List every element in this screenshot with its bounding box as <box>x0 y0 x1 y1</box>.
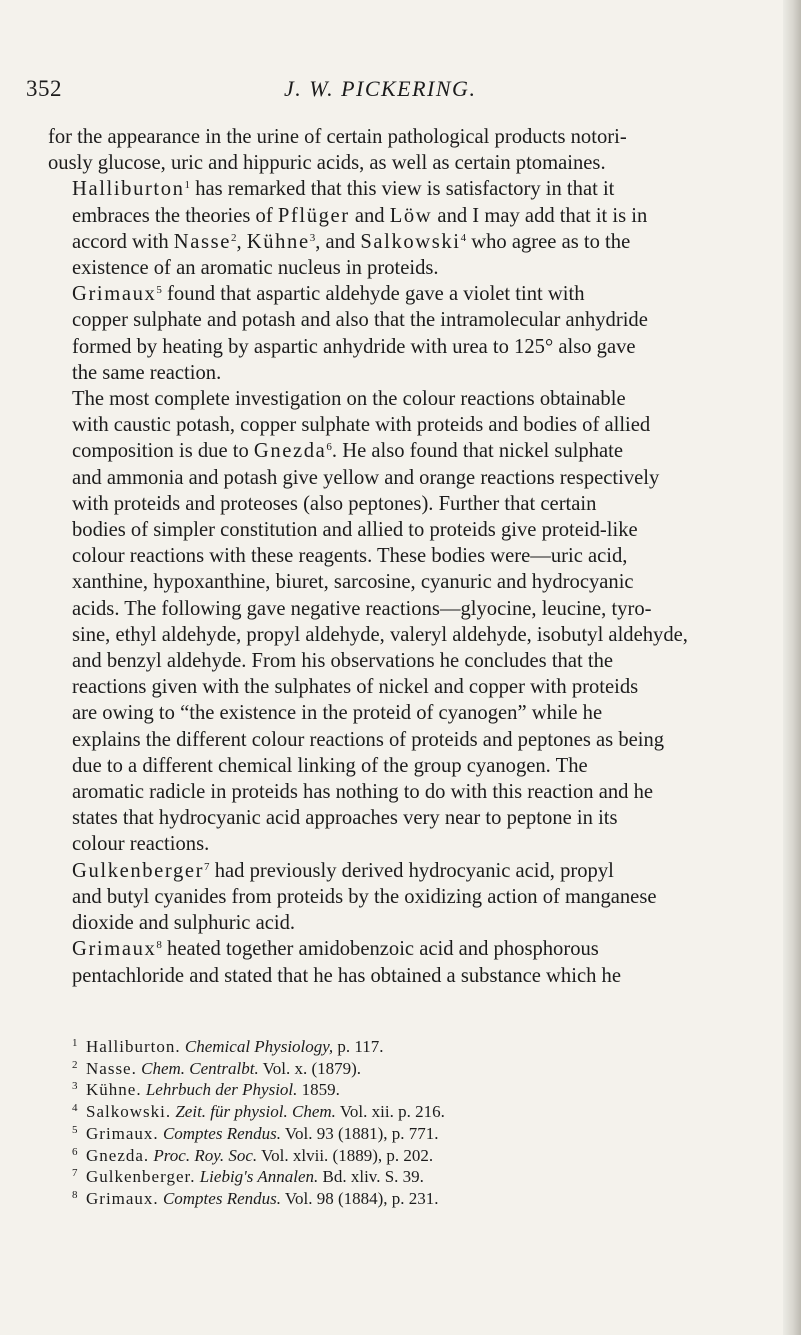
text-line: and butyl cyanides from proteids by the oxidizing action of manganese <box>72 885 657 908</box>
text-line: ously glucose, uric and hippuric acids, as well as certain ptomaines. <box>48 152 606 175</box>
page-number: 352 <box>26 76 62 101</box>
author-name: Halliburton <box>72 178 185 201</box>
paragraph-gulkenberger <box>48 858 760 937</box>
footnote-ref: 2 <box>230 231 237 244</box>
author-name: Grimaux <box>72 938 157 961</box>
text-line: are owing to “the existence in the proteid of cyanogen” while he <box>72 702 603 725</box>
text-line: explains the different colour reactions of proteids and peptones as being <box>72 728 665 751</box>
text-line: formed by heating by aspartic anhydride with urea to 125° also gave <box>72 335 636 358</box>
text-line: pentachloride and stated that he has obtained a substance which he <box>72 964 621 987</box>
text-line: the same reaction. <box>72 361 222 384</box>
footnote-ref: 8 <box>156 939 162 952</box>
author-name: Gnezda <box>253 440 327 463</box>
text-line: due to a different chemical linking of the group cyanogen. The <box>72 754 588 777</box>
author-name: Salkowski <box>360 230 461 253</box>
footnote-ref: 6 <box>326 441 332 454</box>
text-line: existence of an aromatic nucleus in proteids. <box>72 257 439 280</box>
footnote-ref: 1 <box>184 179 191 192</box>
footnote: 3 Kühne. Lehrbuch der Physiol. 1859. <box>72 1080 340 1100</box>
text-line: embraces the theories of Pflüger and Löw and I may add that it is in <box>72 204 648 227</box>
footnote: 1 Halliburton. Chemical Physiology, p. 117. <box>72 1037 384 1056</box>
footnote: 6 Gnezda. Proc. Roy. Soc. Vol. xlvii. (1889), p. 202. <box>72 1145 434 1165</box>
running-head: J. W. PICKERING. <box>284 76 477 101</box>
page-header <box>26 76 726 106</box>
text-line: reactions given with the sulphates of nickel and copper with proteids <box>72 676 639 699</box>
footnote: 4 Salkowski. Zeit. für physiol. Chem. Vol. xii. p. 216. <box>72 1102 445 1122</box>
author-name: Grimaux <box>72 283 157 306</box>
text-line: colour reactions. <box>72 833 210 856</box>
text-line: for the appearance in the urine of certain pathological products notori- <box>48 126 627 148</box>
text-line: Halliburton$^1$ has remarked that this view is satisfactory in that it <box>72 178 615 201</box>
paragraph-halliburton <box>48 176 760 281</box>
text-line: and ammonia and potash give yellow and orange reactions respectively <box>72 466 660 489</box>
author-name: Kühne <box>246 230 310 253</box>
author-name: Pflüger <box>277 204 350 227</box>
paragraph-grimaux-aspartic <box>48 281 760 386</box>
text-line: and benzyl aldehyde. From his observations he concludes that the <box>72 650 614 673</box>
text-line: Gulkenberger$^7$ had previously derived hydrocyanic acid, propyl <box>72 859 614 882</box>
text-line: xanthine, hypoxanthine, biuret, sarcosine, cyanuric and hydrocyanic <box>72 571 634 594</box>
footnote: 5 Grimaux. Comptes Rendus. Vol. 93 (1881), p. 771. <box>72 1123 439 1143</box>
text-line: sine, ethyl aldehyde, propyl aldehyde, valeryl aldehyde, isobutyl aldehyde, <box>72 623 688 646</box>
text-line: The most complete investigation on the colour reactions obtainable <box>72 388 626 411</box>
text-line: copper sulphate and potash and also that the intramolecular anhydride <box>72 309 648 332</box>
author-name: Nasse <box>173 230 231 253</box>
text-line: with proteids and proteoses (also peptones). Further that certain <box>72 492 597 515</box>
paragraph-continuation <box>48 124 760 176</box>
text-line: with caustic potash, copper sulphate with proteids and bodies of allied <box>72 414 651 437</box>
text-line: colour reactions with these reagents. These bodies were—uric acid, <box>72 545 628 568</box>
footnote: 7 Gulkenberger. Liebig's Annalen. Bd. xliv. S. 39. <box>72 1167 424 1187</box>
paragraph-gnezda <box>48 386 760 858</box>
author-name: Löw <box>389 204 433 227</box>
text-line: Grimaux$^8$ heated together amidobenzoic acid and phosphorous <box>72 938 599 961</box>
footnote-ref: 5 <box>156 284 162 297</box>
text-line: acids. The following gave negative reactions—glyocine, leucine, tyro- <box>72 597 652 620</box>
body-text <box>48 124 760 989</box>
footnote-ref: 4 <box>460 231 467 244</box>
footnote: 2 Nasse. Chem. Centralbt. Vol. x. (1879). <box>72 1058 362 1078</box>
footnote-ref: 3 <box>309 231 316 244</box>
text-line: dioxide and sulphuric acid. <box>72 912 296 935</box>
footnote-ref: 7 <box>204 860 210 873</box>
text-line: bodies of simpler constitution and allied to proteids give proteid-like <box>72 519 638 542</box>
footnote: 8 Grimaux. Comptes Rendus. Vol. 98 (1884), p. 231. <box>72 1188 439 1208</box>
author-name: Gulkenberger <box>72 859 205 882</box>
text-line: composition is due to Gnezda$^6$. He also found that nickel sulphate <box>72 440 624 463</box>
text-line: accord with Nasse$^2$, Kühne$^3$, and Salkowski$^4$ who agree as to the <box>72 230 631 253</box>
text-line: Grimaux$^5$ found that aspartic aldehyde gave a violet tint with <box>72 283 585 306</box>
page-edge-shadow <box>783 0 801 1335</box>
text-line: states that hydrocyanic acid approaches very near to peptone in its <box>72 807 618 830</box>
paragraph-grimaux-amidobenzoic <box>48 936 760 988</box>
footnotes <box>72 1036 752 1210</box>
text-line: aromatic radicle in proteids has nothing to do with this reaction and he <box>72 781 654 804</box>
